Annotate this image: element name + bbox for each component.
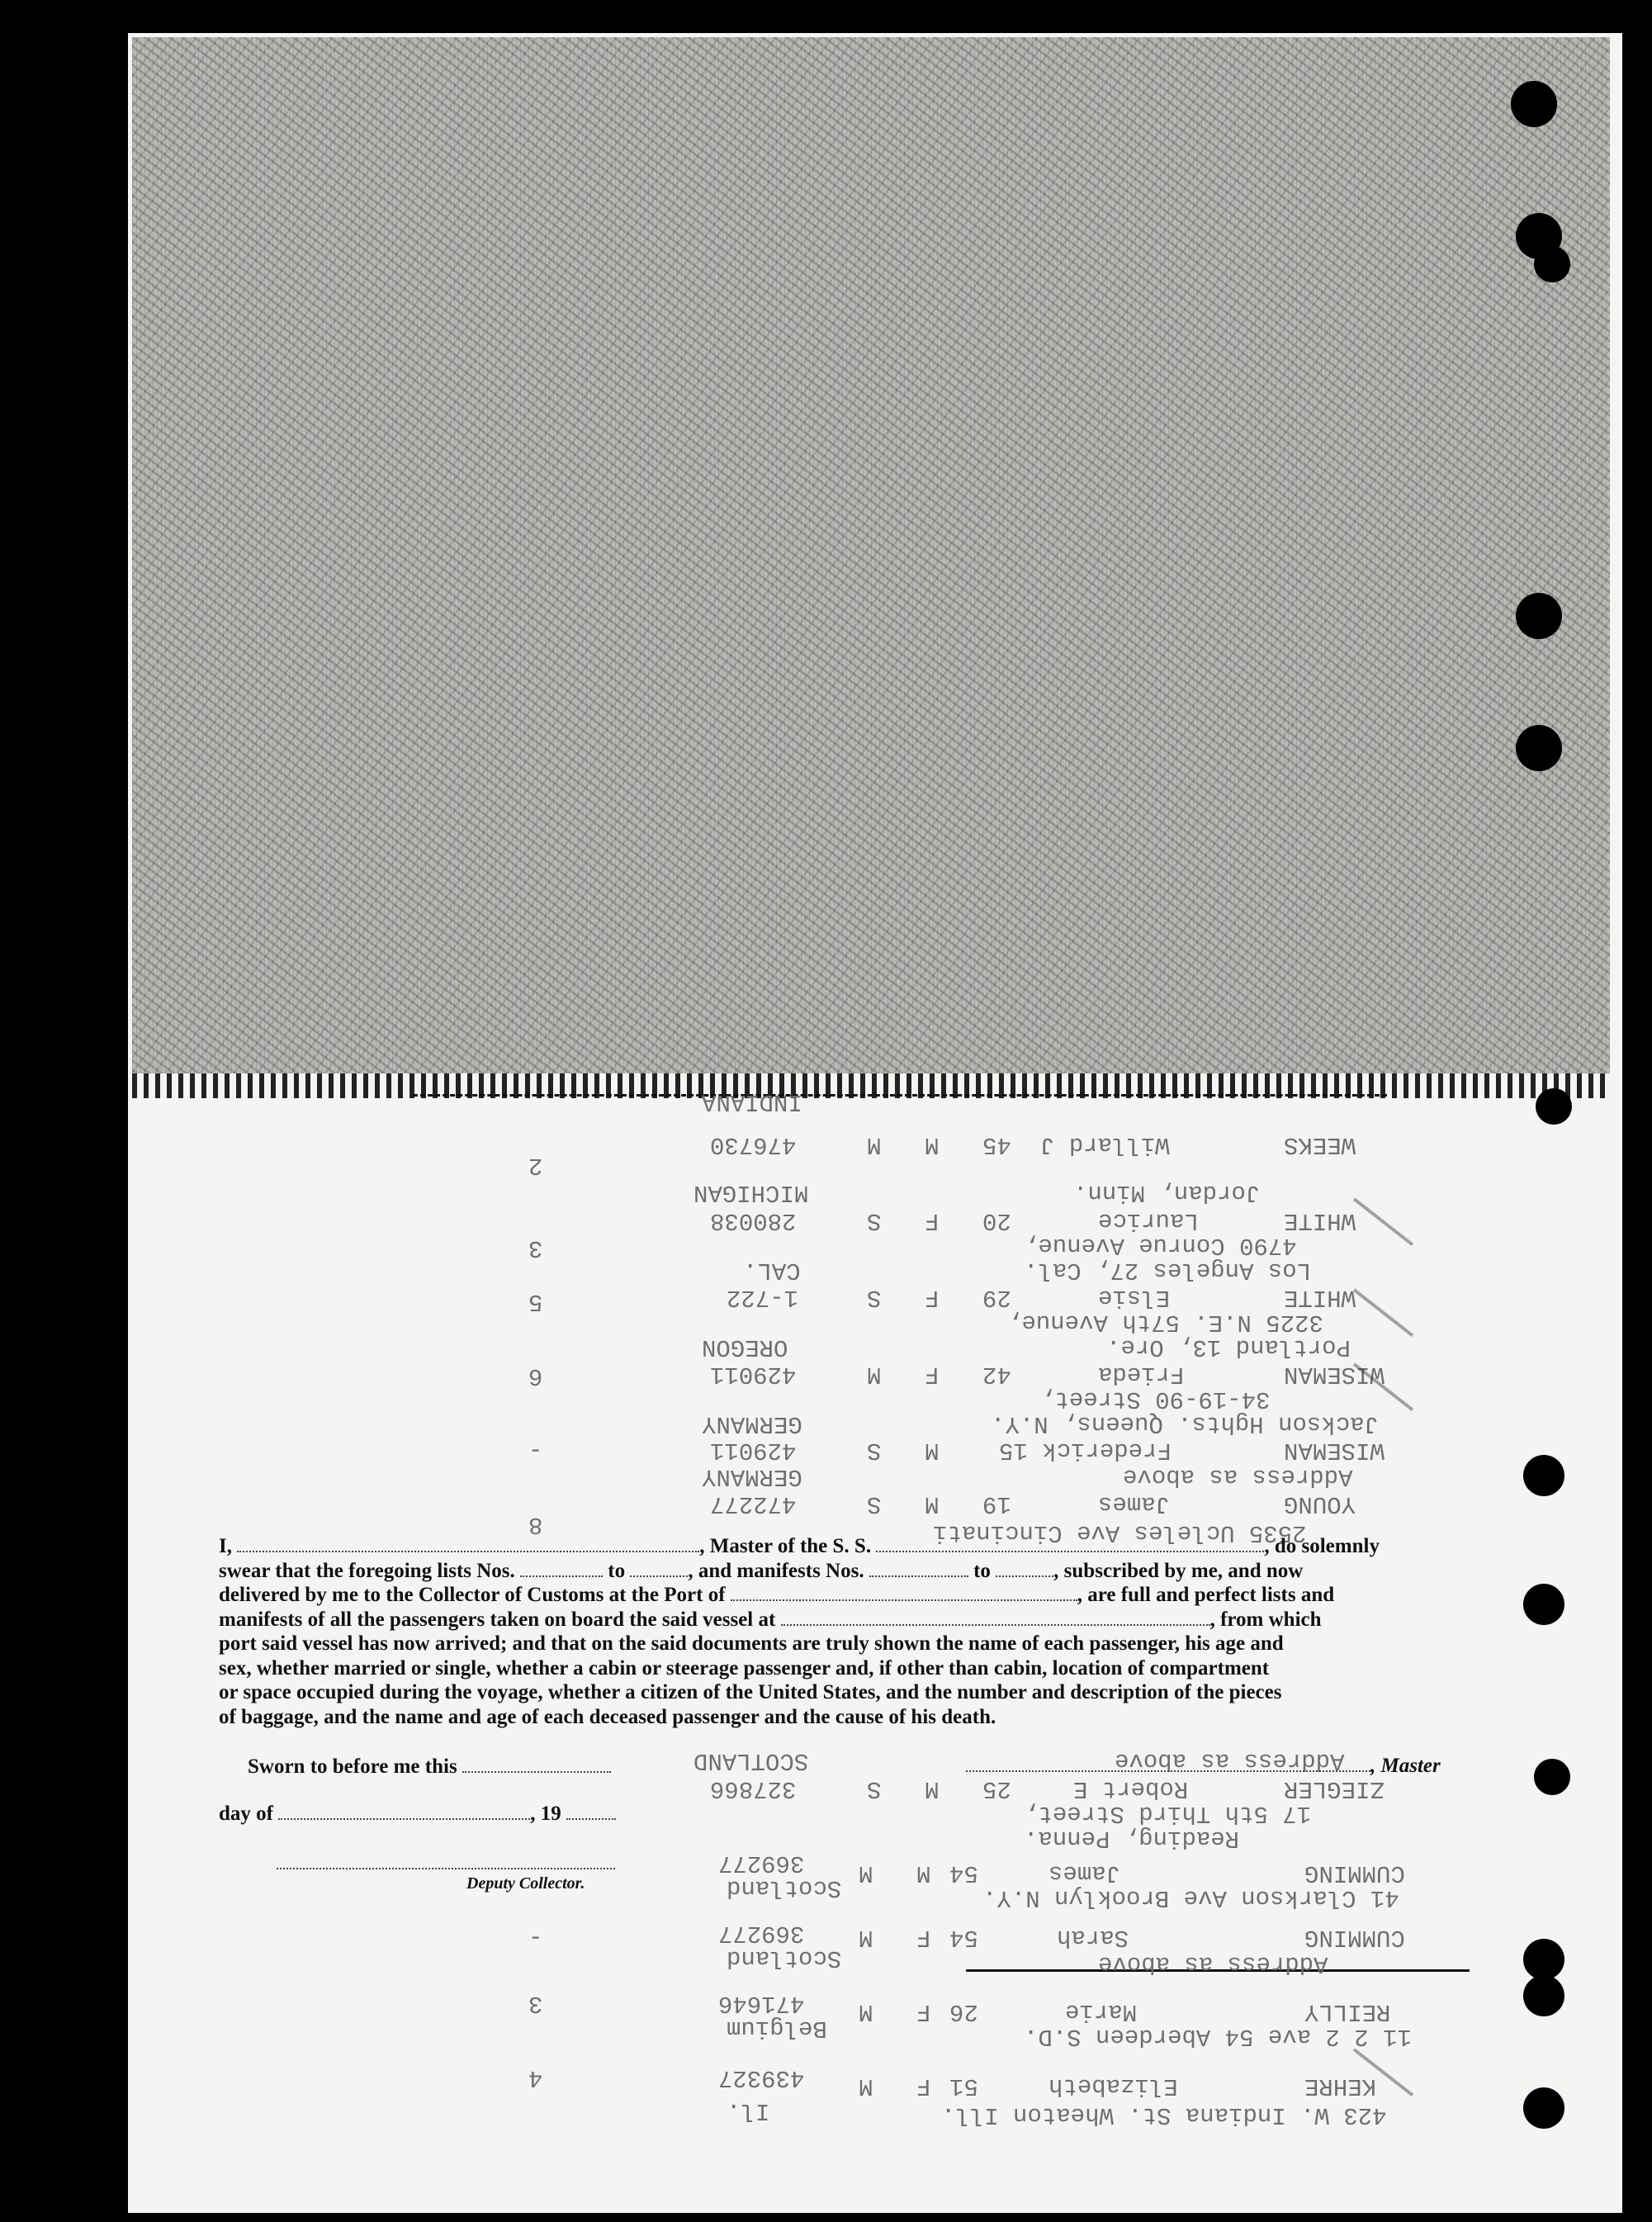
row-address: Jordan, Minn. — [1073, 1179, 1261, 1206]
master-signature-field[interactable] — [966, 1755, 1370, 1772]
row-address: 3225 N.E. 57th Avenue, — [1007, 1309, 1323, 1336]
punch-hole — [1523, 1939, 1564, 1980]
row-number: 429011 — [710, 1361, 797, 1388]
row-address: 11 2 2 ave 54 Aberdeen S.D. — [1024, 2023, 1412, 2050]
row-state: GERMANY — [702, 1463, 802, 1490]
oath-line — [219, 1583, 1465, 1608]
oath-text: delivered by me to the Collector of Customs at the Port of — [219, 1584, 726, 1606]
oath-text: to — [973, 1559, 991, 1582]
row-given: Elizabeth — [1048, 2073, 1178, 2100]
oath-text: , subscribed by me, and now — [1053, 1559, 1304, 1582]
row-sex: F — [925, 1284, 940, 1311]
row-address: 4790 Conrue Avenue, — [1024, 1232, 1297, 1259]
row-surname: ZIEGLER — [1284, 1775, 1385, 1803]
row-age: 45 — [982, 1131, 1011, 1158]
row-status: S — [867, 1490, 882, 1518]
row-address: 2535 Ucleles Ave Cincinati — [933, 1519, 1307, 1547]
punch-hole — [1523, 2087, 1564, 2129]
row-address: Address as above — [1123, 1463, 1353, 1490]
row-state: Scotland — [727, 1945, 842, 1972]
row-line: 8 — [528, 1511, 543, 1538]
degraded-upper-section — [132, 37, 1610, 1090]
row-state: INDIANA — [702, 1088, 802, 1116]
list-to-field[interactable] — [630, 1561, 688, 1577]
row-line: 5 — [528, 1288, 543, 1315]
row-age: 51 — [949, 2073, 978, 2100]
row-sex: F — [925, 1207, 940, 1234]
oath-text: sex, whether married or single, whether a cabin or steerage passenger and, if other than cabin, location of compartment — [219, 1656, 1270, 1680]
row-number: 1-722 — [727, 1284, 799, 1311]
row-given: Laurice — [1098, 1207, 1199, 1234]
row-sex: M — [925, 1437, 940, 1464]
oath-text: , Master of the S. S. — [699, 1535, 872, 1557]
oath-text: to — [608, 1559, 626, 1582]
master-signature-line — [966, 1755, 1441, 1778]
day-of-line — [219, 1803, 616, 1826]
row-line: 6 — [528, 1362, 543, 1390]
master-name-field[interactable] — [237, 1536, 699, 1552]
row-given: Frieda — [1098, 1361, 1185, 1388]
row-age: 20 — [982, 1207, 1011, 1234]
row-address: Portland 13, Ore. — [1106, 1334, 1351, 1361]
punch-hole — [1523, 1455, 1564, 1496]
row-address: Los Angeles 27, Cal. — [1024, 1257, 1312, 1284]
row-age: 42 — [982, 1361, 1011, 1388]
row-line: 3 — [528, 1990, 543, 2017]
row-address: 423 W. Indiana St. Wheaton Ill. — [941, 2101, 1387, 2129]
row-state: Il. — [727, 2097, 770, 2125]
manifest-from-field[interactable] — [869, 1561, 968, 1577]
row-state: GERMANY — [702, 1410, 802, 1438]
row-surname: WISEMAN — [1284, 1361, 1385, 1388]
row-given: James — [1048, 1860, 1121, 1887]
oath-text: manifests of all the passengers taken on board the said vessel at — [219, 1608, 776, 1631]
row-state: Scotland — [727, 1874, 842, 1902]
row-surname: KEHRE — [1304, 2073, 1377, 2100]
row-number: 369277 — [718, 1920, 805, 1947]
row-surname: REILLY — [1304, 1998, 1391, 2025]
row-line: - — [528, 1437, 543, 1464]
row-given: Sarah — [1057, 1924, 1129, 1951]
oath-text: I, — [219, 1535, 232, 1557]
punch-hole — [1534, 1759, 1570, 1795]
sworn-date-field[interactable] — [462, 1756, 611, 1773]
row-age: 29 — [982, 1284, 1011, 1311]
row-status: S — [867, 1775, 882, 1803]
row-address: 34-19-90 Street, — [1040, 1386, 1271, 1413]
punch-hole — [1511, 81, 1557, 127]
row-given: Willard J — [1040, 1131, 1170, 1158]
day-of-label: day of — [219, 1803, 273, 1825]
punch-hole — [1523, 1584, 1564, 1625]
row-address: Address as above — [1115, 1747, 1345, 1774]
separator-line — [413, 1094, 1387, 1097]
row-number: 280038 — [710, 1207, 797, 1234]
oath-text: , from which — [1209, 1608, 1322, 1631]
list-from-field[interactable] — [520, 1561, 603, 1577]
row-sex: F — [916, 2073, 931, 2100]
row-given: Marie — [1065, 1998, 1138, 2025]
row-sex: M — [925, 1490, 940, 1518]
row-sex: M — [925, 1131, 940, 1158]
row-line: 2 — [528, 1152, 543, 1179]
row-address: 17 5th Third Street, — [1024, 1800, 1312, 1827]
row-surname: YOUNG — [1284, 1490, 1356, 1518]
row-line: 4 — [528, 2064, 543, 2092]
oath-text: or space occupied during the voyage, whether a citizen of the United States, and the number and description of the pieces — [219, 1681, 1282, 1703]
row-number: 327866 — [710, 1775, 797, 1803]
row-age: 54 — [949, 1860, 978, 1887]
oath-line — [219, 1608, 1465, 1632]
oath-text: port said vessel has now arrived; and that on the said documents are truly shown the name of each passenger, his age and — [219, 1632, 1284, 1655]
punch-hole — [1536, 1088, 1572, 1125]
row-age: 25 — [982, 1775, 1011, 1803]
row-address: Address as above — [1098, 1950, 1328, 1978]
row-surname: WISEMAN — [1284, 1437, 1385, 1464]
row-sex: M — [916, 1860, 931, 1887]
row-given: Elsie — [1098, 1284, 1171, 1311]
row-status: S — [867, 1284, 882, 1311]
row-number: 471646 — [718, 1990, 805, 2017]
oath-line — [219, 1534, 1465, 1559]
row-state: CAL. — [743, 1257, 801, 1284]
row-age: 19 — [982, 1490, 1011, 1518]
row-age: 26 — [949, 1998, 978, 2025]
punch-hole — [1516, 593, 1562, 639]
row-status: M — [859, 2073, 873, 2100]
row-state: MICHIGAN — [693, 1179, 809, 1206]
row-status: M — [867, 1361, 882, 1388]
row-state: SCOTLAND — [693, 1747, 809, 1774]
row-number: 439327 — [718, 2064, 805, 2092]
punch-hole — [1523, 1975, 1564, 2016]
deputy-collector-label: Deputy Collector. — [466, 1874, 585, 1893]
row-sex: F — [925, 1361, 940, 1388]
row-sex: F — [916, 1924, 931, 1951]
sworn-text: Sworn to before me this — [248, 1755, 457, 1778]
port-field[interactable] — [731, 1585, 1077, 1601]
row-sex: F — [916, 1998, 931, 2025]
row-state: OREGON — [702, 1334, 788, 1361]
row-status: M — [859, 1860, 873, 1887]
row-address: Jackson Hghts. Queens, N.Y. — [991, 1410, 1379, 1438]
oath-text: , do solemnly — [1264, 1535, 1380, 1557]
row-given: James — [1098, 1490, 1171, 1518]
punch-hole — [1516, 725, 1562, 771]
row-sex: M — [925, 1775, 940, 1803]
row-number: 369277 — [718, 1850, 805, 1877]
row-surname: WHITE — [1284, 1284, 1356, 1311]
departure-port-field[interactable] — [781, 1609, 1210, 1626]
oath-text: , and manifests Nos. — [688, 1559, 864, 1582]
oath-text: of baggage, and the name and age of each deceased passenger and the cause of his death. — [219, 1705, 996, 1728]
row-status: S — [867, 1207, 882, 1234]
row-given: Frederick 15 — [999, 1437, 1172, 1464]
row-state: Belgium — [727, 2015, 827, 2042]
manifest-to-field[interactable] — [996, 1561, 1053, 1577]
row-given: Robert E — [1073, 1775, 1189, 1803]
row-status: M — [867, 1131, 882, 1158]
row-line: - — [528, 1924, 543, 1951]
oath-text: swear that the foregoing lists Nos. — [219, 1559, 515, 1582]
row-age: 54 — [949, 1924, 978, 1951]
oath-line — [219, 1559, 1465, 1584]
row-status: M — [859, 1998, 873, 2025]
row-address: Reading, Penna. — [1024, 1825, 1240, 1852]
row-surname: WEEKS — [1284, 1131, 1356, 1158]
oath-text: , are full and perfect lists and — [1077, 1584, 1335, 1606]
row-status: S — [867, 1437, 882, 1464]
deputy-signature-line[interactable] — [277, 1868, 615, 1869]
row-number: 472277 — [710, 1490, 797, 1518]
month-field[interactable] — [278, 1803, 530, 1820]
year-label: , 19 — [530, 1803, 561, 1825]
row-status: M — [859, 1924, 873, 1951]
row-surname: CUMMING — [1304, 1924, 1405, 1951]
sworn-line — [248, 1755, 611, 1779]
punch-hole — [1534, 246, 1570, 282]
year-field[interactable] — [566, 1803, 616, 1820]
master-oath — [219, 1534, 1465, 1729]
row-address: 41 Clarkson Ave Brooklyn N.Y. — [982, 1884, 1399, 1912]
ship-name-field[interactable] — [876, 1536, 1264, 1552]
row-number: 429011 — [710, 1437, 797, 1464]
row-surname: CUMMING — [1304, 1860, 1405, 1887]
master-label: , Master — [1370, 1755, 1441, 1777]
row-number: 476730 — [710, 1131, 797, 1158]
row-line: 3 — [528, 1234, 543, 1262]
row-surname: WHITE — [1284, 1207, 1356, 1234]
